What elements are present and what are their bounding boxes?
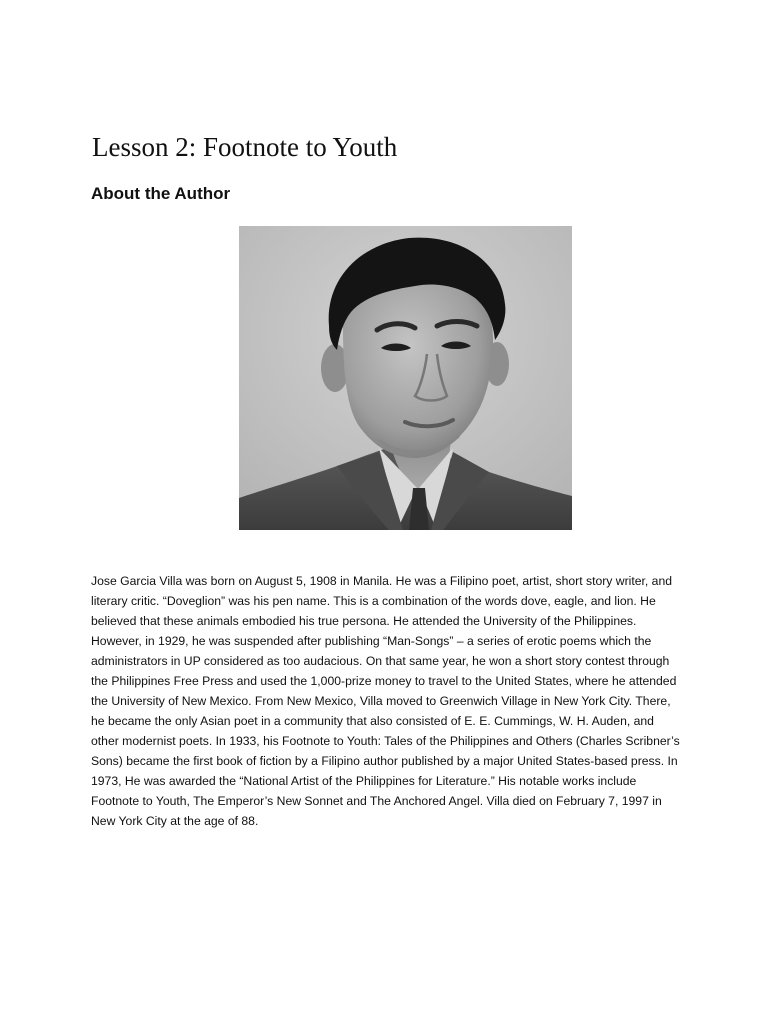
author-portrait — [239, 226, 572, 530]
author-biography: Jose Garcia Villa was born on August 5, 1908 in Manila. He was a Filipino poet, artist, short story writer, and literary critic. “Doveglion” was his pen name. This is a combination of the words dove, eagle, and lion. He believed that these animals embodied his true persona. He attended the University of the Philippines. However, in 1929, he was suspended after publishing “Man-Songs” – a series of erotic poems which the administrators in UP considered as too audacious. On that same year, he won a short story contest through the Philippines Free Press and used the 1,000-prize money to travel to the United States, where he attended the University of New Mexico. From New Mexico, Villa moved to Greenwich Village in New York City. There, he became the only Asian poet in a community that also consisted of E. E. Cummings, W. H. Auden, and other modernist poets. In 1933, his Footnote to Youth: Tales of the Philippines and Others (Charles Scribner’s Sons) became the first book of fiction by a Filipino author published by a major United States-based press. In 1973, He was awarded the “National Artist of the Philippines for Literature.” His notable works include Footnote to Youth, The Emperor’s New Sonnet and The Anchored Angel. Villa died on February 7, 1997 in New York City at the age of 88. — [91, 574, 680, 828]
lesson-title: Lesson 2: Footnote to Youth — [92, 132, 398, 162]
about-author-heading: About the Author — [91, 184, 231, 203]
